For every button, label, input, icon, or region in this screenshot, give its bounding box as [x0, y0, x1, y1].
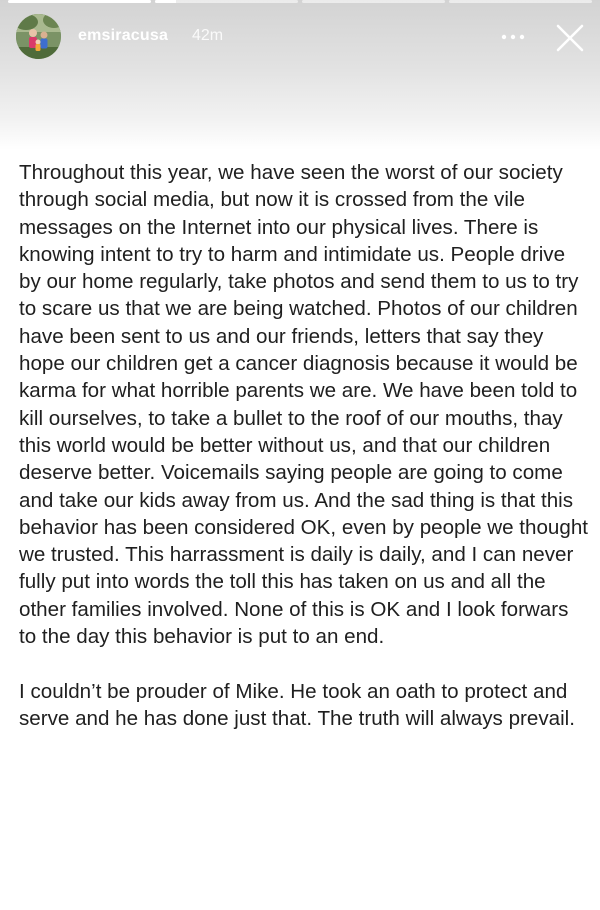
story-text-content [19, 159, 591, 732]
progress-fill [8, 0, 151, 3]
more-horizontal-icon[interactable] [496, 26, 530, 48]
timestamp: 42m [192, 27, 224, 44]
progress-segment [302, 0, 445, 3]
progress-segment [8, 0, 151, 3]
username[interactable]: emsiracusa [78, 27, 169, 44]
story-paragraph-2: I couldn’t be prouder of Mike. He took an oath to protect and serve and he has done just that. The truth will always prevail. [19, 679, 575, 730]
close-icon[interactable] [553, 21, 587, 55]
story-progress-bar [8, 0, 592, 3]
progress-segment [155, 0, 298, 3]
story-paragraph-1: Throughout this year, we have seen the worst of our society through social media, but now it is crossed from the vile messages on the Internet into our physical lives. There is knowing intent to try to harm and intimidate us. People drive by our home regularly, take photos and send them to us to try to scare us that we are being watched. Photos of our children have been sent to us and our friends, letters that say they hope our children get a cancer diagnosis because it would be karma for what horrible parents we are. We have been told to kill ourselves, to take a bullet to the roof of our mouths, thay this world would be better without us, and that our children deserve better. Voicemails saying people are going to come and take our kids away from us. And the sad thing is that this behavior has been considered OK, even by people we thought we trusted. This harrassment is daily is daily, and I can never fully put into words the toll this has taken on us and all the other families involved. None of this is OK and I look forwars to the day this behavior is put to an end. [19, 161, 589, 649]
avatar-image [16, 14, 61, 59]
story-header [0, 12, 600, 62]
avatar[interactable] [16, 14, 61, 59]
progress-fill [155, 0, 176, 3]
progress-segment [449, 0, 592, 3]
